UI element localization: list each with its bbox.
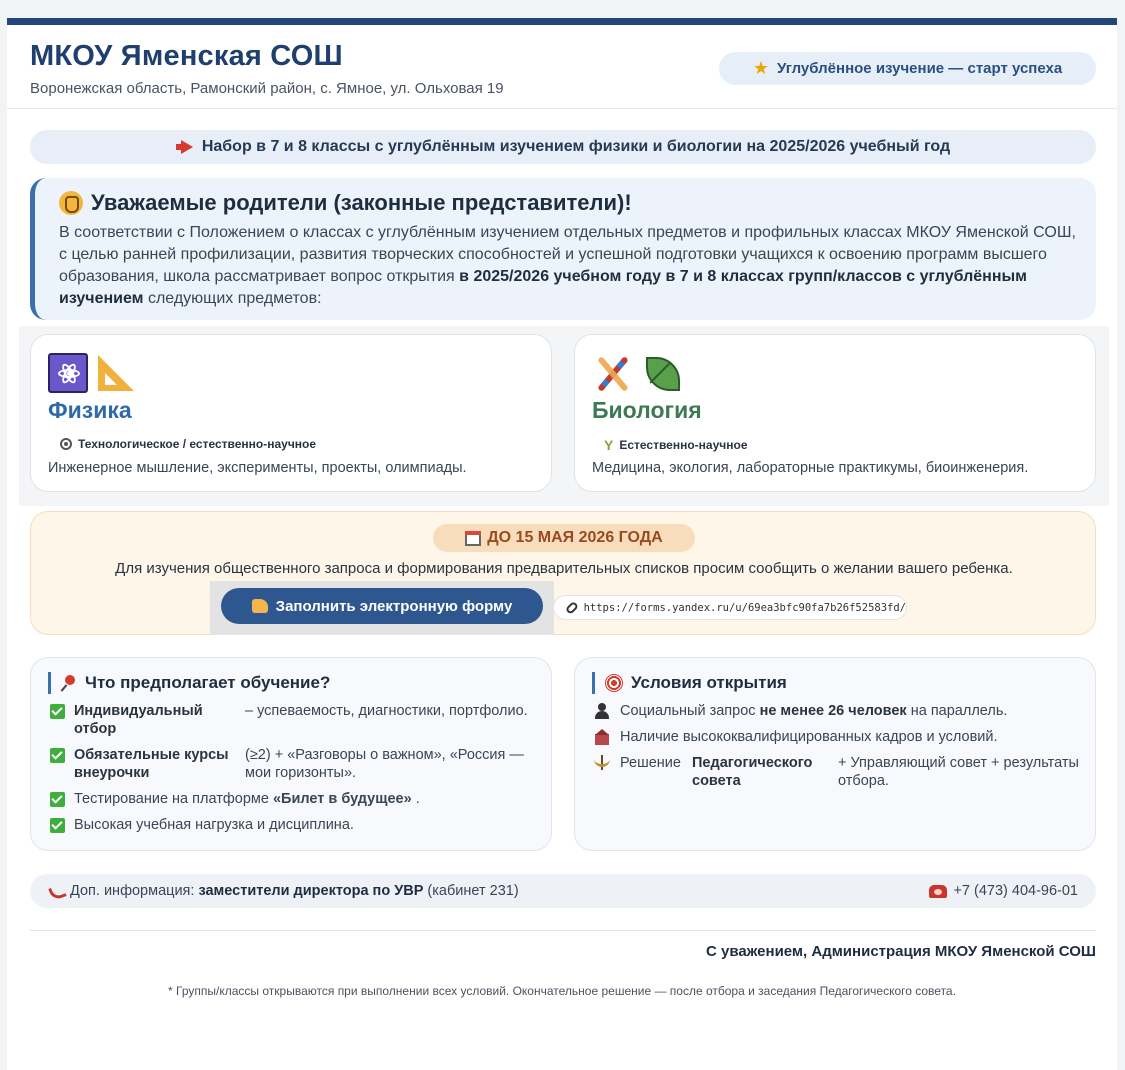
school-title: МКОУ Яменская СОШ (30, 40, 343, 72)
writing-hand-icon (252, 599, 268, 613)
intro-text (59, 222, 1076, 310)
contact-bar (30, 874, 1096, 908)
contact-info (50, 874, 519, 908)
list-item (50, 816, 540, 834)
people-icon (594, 703, 610, 719)
contact-phone[interactable] (929, 874, 1078, 908)
checkmark-icon (50, 792, 65, 807)
subject-description: Инженерное мышление, эксперименты, проекты, олимпиады. (48, 460, 467, 476)
header (7, 25, 1117, 109)
megaphone-icon (176, 140, 194, 154)
training-title-text: Что предполагает обучение? (85, 673, 331, 692)
slogan-badge (719, 52, 1096, 85)
item-text: Наличие высококвалифицированных кадров и условий. (620, 729, 998, 745)
list-item (50, 702, 540, 738)
enrollment-banner (30, 130, 1096, 164)
training-card (30, 657, 552, 851)
subject-card-physics (30, 334, 552, 492)
subject-tag-text: Естественно-научное (619, 438, 748, 452)
item-detail: – успеваемость, диагностики, портфолио. (245, 703, 528, 719)
item-suffix: на параллель. (906, 703, 1008, 719)
calendar-icon (465, 531, 481, 546)
leaf-icon (640, 353, 680, 393)
intro-title-text: Уважаемые родители (законные представители)! (91, 190, 632, 215)
fill-form-button-label: Заполнить электронную форму (275, 597, 513, 615)
deadline-text: Для изучения общественного запроса и формирования предварительных списков просим сообщить о желании вашего ребенка. (115, 560, 1013, 577)
form-url-link[interactable] (553, 595, 907, 620)
phone-number: +7 (473) 404-96-01 (953, 883, 1078, 899)
item-suffix: . (411, 791, 420, 807)
biology-icons (592, 353, 680, 393)
list-item (594, 754, 1084, 790)
fill-form-button[interactable] (221, 588, 543, 624)
contact-text (70, 883, 519, 899)
signature: С уважением, Администрация МКОУ Яменской СОШ (706, 943, 1096, 960)
footnote: * Группы/классы открываются при выполнении всех условий. Окончательное решение — после отбора и заседания Педагогического совета. (168, 984, 956, 998)
item-text: Высокая учебная нагрузка и дисциплина. (74, 817, 354, 833)
checkmark-icon (50, 704, 65, 719)
subject-name: Физика (48, 397, 132, 423)
intro-title (59, 190, 1076, 216)
item-detail: (≥2) + «Разговоры о важном», «Россия — мои горизонты». (245, 747, 524, 781)
subject-tag (60, 437, 316, 451)
form-url-text: https://forms.yandex.ru/u/69ea3bfc90fa7b26f52583fd/ (583, 601, 906, 614)
intro-text-bold: в 2025/2026 учебном году в 7 и 8 классах групп/классов с углублённым изучением (59, 268, 1028, 307)
intro-panel (30, 178, 1096, 320)
physics-icons (48, 353, 136, 393)
subject-name: Биология (592, 397, 702, 423)
conditions-card (574, 657, 1096, 851)
scales-icon (594, 755, 610, 771)
intro-text-part2: следующих предметов: (143, 290, 322, 307)
atom-icon (48, 353, 88, 393)
telephone-icon (929, 885, 947, 898)
dna-icon (592, 353, 632, 393)
list-item (594, 728, 1084, 746)
announcement-page (7, 18, 1117, 1070)
phone-icon (50, 884, 64, 898)
checkmark-icon (50, 748, 65, 763)
school-icon (594, 729, 610, 745)
subject-tag (604, 437, 748, 453)
item-text (74, 790, 420, 808)
conditions-list (594, 702, 1084, 798)
contact-prefix: Доп. информация: (70, 883, 199, 899)
subject-card-biology (574, 334, 1096, 492)
checkmark-icon (50, 818, 65, 833)
star-icon: ★ (752, 58, 769, 78)
item-text (620, 702, 1007, 720)
item-prefix: Социальный запрос (620, 703, 760, 719)
list-item (594, 702, 1084, 720)
item-bold: Педагогического совета (692, 755, 813, 789)
item-prefix: Решение (620, 755, 681, 771)
training-list (50, 702, 540, 842)
gear-icon (60, 438, 72, 450)
training-title (48, 672, 330, 694)
list-item (50, 790, 540, 808)
deadline-badge (433, 524, 695, 552)
school-address: Воронежская область, Рамонский район, с. Ямное, ул. Ольховая 19 (30, 80, 504, 97)
deadline-label: ДО 15 МАЯ 2026 ГОДА (487, 529, 663, 546)
pushpin-icon (61, 675, 77, 691)
item-suffix: + Управляющий совет + результаты отбора. (838, 755, 1079, 789)
subject-description: Медицина, экология, лабораторные практикумы, биоинженерия. (592, 460, 1029, 476)
link-icon (565, 601, 579, 615)
divider (30, 930, 1096, 931)
conditions-title (592, 672, 787, 694)
target-icon (605, 674, 623, 692)
waving-hand-icon (59, 191, 83, 215)
item-term: Индивидуальный отбор (74, 703, 203, 737)
list-item (50, 746, 540, 782)
deadline-panel (30, 511, 1096, 635)
item-term: Обязательные курсы внеурочки (74, 747, 229, 781)
atom-nucleus (67, 371, 72, 376)
intro-text-part1: В соответствии с Положением о классах с углублённым изучением отдельных предметов и профильных классах МКОУ Яменской СОШ, с целью ранней профилизации, развития творческих способностей и успешной подготовки учащихся к освоению программ высшего образования, школа рассматривает вопрос открытия (59, 224, 1076, 285)
item-bold: «Билет в будущее» (272, 791, 412, 807)
item-prefix: Тестирование на платформе (74, 791, 273, 807)
triangle-ruler-icon (96, 353, 136, 393)
subject-tag-text: Технологическое / естественно-научное (78, 437, 317, 451)
banner-text: Набор в 7 и 8 классы с углублённым изучением физики и биологии на 2025/2026 учебный год (201, 138, 951, 155)
item-bold: не менее 26 человек (759, 703, 907, 719)
contact-suffix: (кабинет 231) (423, 883, 519, 899)
slogan-text: Углублённое изучение — старт успеха (776, 60, 1063, 77)
conditions-title-text: Условия открытия (631, 673, 787, 692)
contact-bold: заместители директора по УВР (198, 883, 424, 899)
sprout-icon: Y (604, 437, 614, 453)
